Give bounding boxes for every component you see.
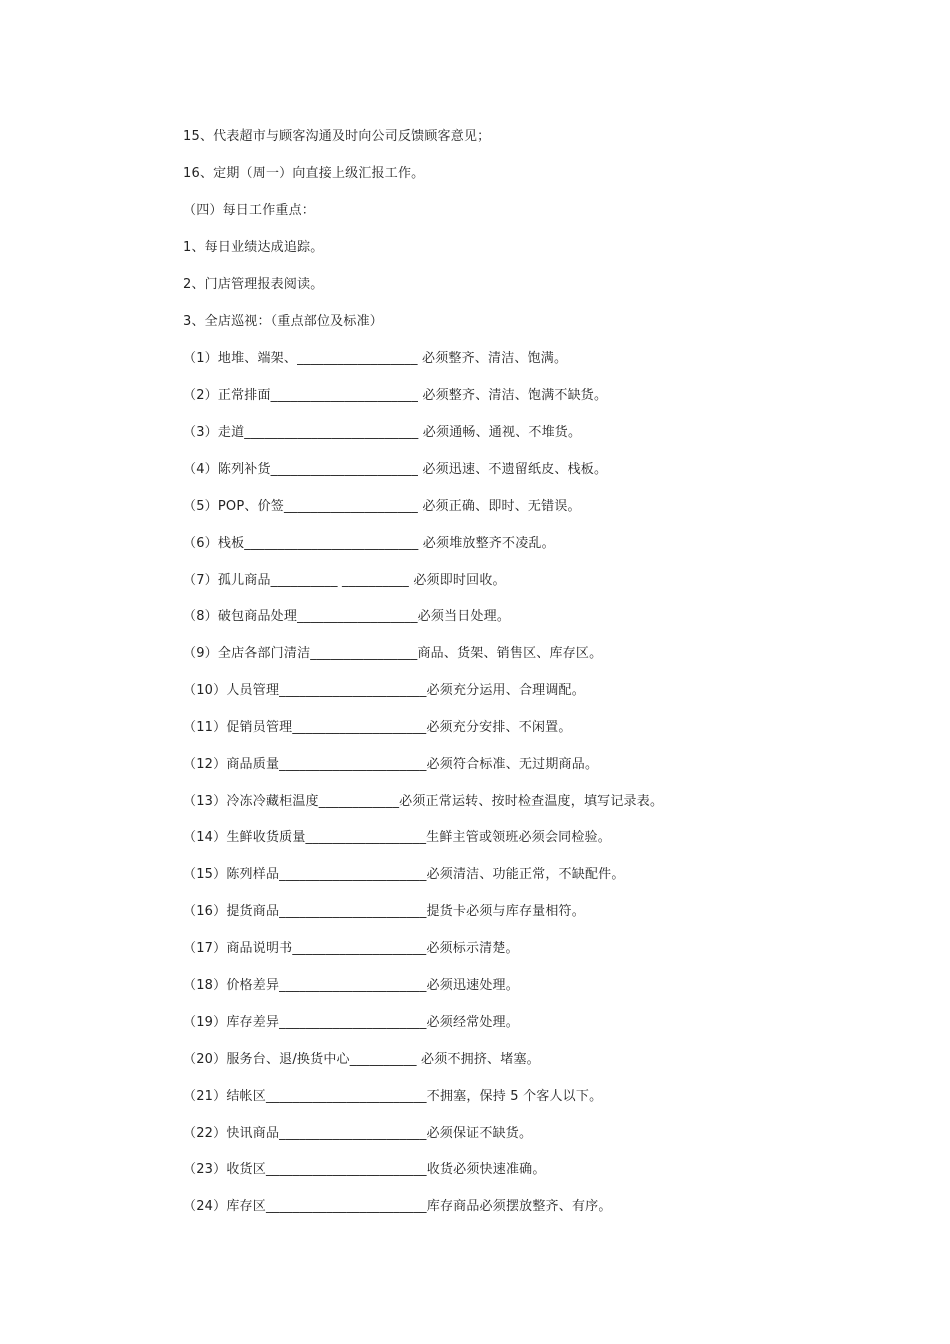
- checklist-item: （5）POP、价签____________________ 必须正确、即时、无错误。: [183, 499, 581, 514]
- checklist-item: （1）地堆、端架、__________________ 必须整齐、清洁、饱满。: [183, 351, 568, 366]
- checklist-item: （18）价格差异______________________必须迅速处理。: [183, 978, 519, 993]
- checklist-item: （11）促销员管理____________________必须充分安排、不闲置。: [183, 720, 572, 735]
- checklist-item: （14）生鲜收货质量__________________生鲜主管或领班必须会同检验。: [183, 830, 611, 845]
- checklist-item: （19）库存差异______________________必须经常处理。: [183, 1015, 519, 1030]
- text-line: 2、门店管理报表阅读。: [183, 277, 324, 292]
- checklist-item: （23）收货区________________________收货必须快速准确。: [183, 1162, 546, 1177]
- checklist-item: （4）陈列补货______________________ 必须迅速、不遗留纸皮、栈板。: [183, 462, 608, 477]
- checklist-item: （7）孤儿商品__________ __________ 必须即时回收。: [183, 573, 506, 588]
- text-line: 1、每日业绩达成追踪。: [183, 240, 324, 255]
- checklist-item: （13）冷冻冷藏柜温度____________必须正常运转、按时检查温度，填写记录表。: [183, 794, 664, 809]
- checklist-item: （3）走道__________________________ 必须通畅、通视、不堆货。: [183, 425, 582, 440]
- text-line: 3、全店巡视：（重点部位及标准）: [183, 314, 383, 329]
- text-line: 16、定期（周一）向直接上级汇报工作。: [183, 166, 425, 181]
- checklist-item: （21）结帐区________________________不拥塞，保持 5 个客人以下。: [183, 1089, 603, 1104]
- checklist-item: （17）商品说明书____________________必须标示清楚。: [183, 941, 519, 956]
- checklist-item: （6）栈板__________________________ 必须堆放整齐不凌乱。: [183, 536, 555, 551]
- checklist-item: （12）商品质量______________________必须符合标准、无过期商品。: [183, 757, 599, 772]
- checklist-item: （8）破包商品处理__________________必须当日处理。: [183, 609, 511, 624]
- checklist-item: （22）快讯商品______________________必须保证不缺货。: [183, 1126, 533, 1141]
- text-line: 15、代表超市与顾客沟通及时向公司反馈顾客意见；: [183, 129, 491, 144]
- checklist-item: （24）库存区________________________库存商品必须摆放整齐、有序。: [183, 1199, 612, 1214]
- checklist-item: （9）全店各部门清洁________________商品、货架、销售区、库存区。: [183, 646, 603, 661]
- checklist-item: （2）正常排面______________________ 必须整齐、清洁、饱满不缺货。: [183, 388, 608, 403]
- checklist-item: （20）服务台、退/换货中心__________ 必须不拥挤、堵塞。: [183, 1052, 540, 1067]
- checklist-item: （16）提货商品______________________提货卡必须与库存量相符。: [183, 904, 585, 919]
- section-heading: （四）每日工作重点：: [183, 203, 316, 218]
- checklist-item: （15）陈列样品______________________必须清洁、功能正常，不缺配件。: [183, 867, 625, 882]
- checklist-item: （10）人员管理______________________必须充分运用、合理调配。: [183, 683, 585, 698]
